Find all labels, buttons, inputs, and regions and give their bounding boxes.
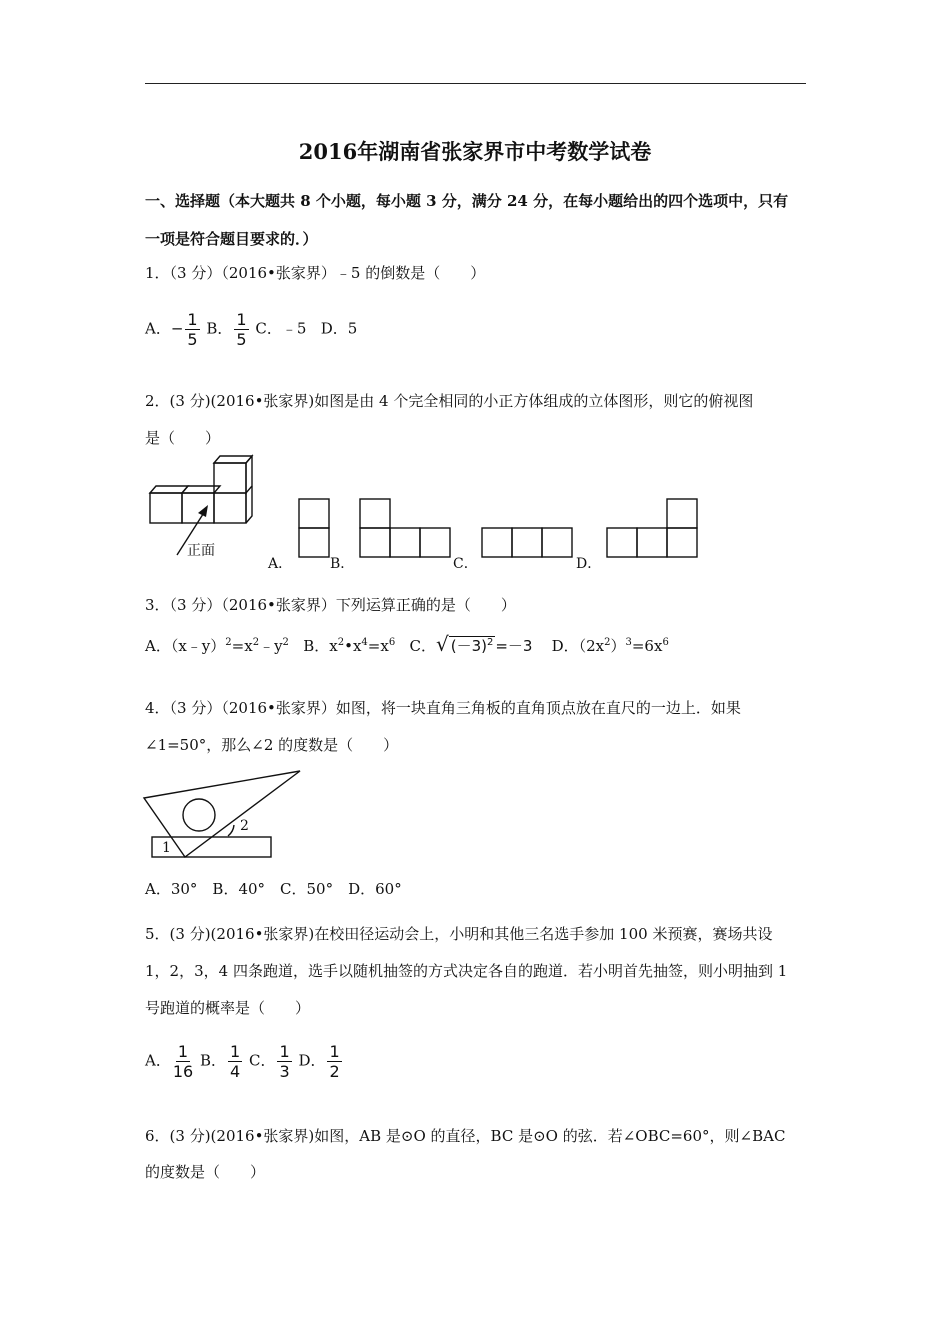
q3-b-exp2: 4: [361, 637, 368, 648]
q5-stem-line2: 1，2，3，4 四条跑道，选手以随机抽签的方式决定各自的跑道．若小明首先抽签，则小明抽到 1: [145, 962, 788, 980]
q3-a-exp3: 2: [282, 637, 289, 648]
q3-d-text: D．（2x: [551, 637, 605, 655]
q5-option-b-fraction: [228, 1042, 242, 1081]
q3-c-radicand: (－3): [450, 637, 487, 655]
q1-option-a-label: A．: [145, 319, 171, 338]
q1-b-denominator: 5: [236, 330, 247, 349]
q6-stem-line1: 6．(3 分)(2016•张家界)如图，AB 是⊙O 的直径，BC 是⊙O 的弦．若∠OBC=60°，则∠BAC: [145, 1127, 786, 1145]
q3-option-b: [303, 637, 395, 655]
q1-option-c: C．﹣5: [255, 319, 307, 338]
q5-option-a-label: A．: [145, 1051, 171, 1070]
q1-option-a-sign: −: [170, 319, 184, 338]
q5-c-denominator: 3: [279, 1062, 290, 1081]
q1-stem: 1．（3 分）（2016•张家界）﹣5 的倒数是（ ）: [145, 264, 486, 282]
q1-option-b-fraction: [234, 310, 248, 349]
q3-c-exp: 2: [486, 637, 494, 648]
q5-c-numerator: 1: [279, 1042, 290, 1061]
q3-d-exp1: 2: [604, 637, 611, 648]
q3-c-tail: =－3: [495, 637, 533, 655]
q3-a-exp2: 2: [252, 637, 260, 648]
q5-option-c-label: C．: [248, 1051, 276, 1070]
q2-option-b-label: B．: [330, 556, 355, 572]
q5-d-denominator: 2: [329, 1062, 340, 1081]
q3-option-d: [552, 637, 669, 655]
page-title: 2016年湖南省张家界市中考数学试卷: [298, 139, 652, 164]
q3-b-exp3: 6: [388, 637, 396, 648]
q2-option-b-figure: [359, 498, 454, 560]
q1-a-denominator: 5: [187, 330, 198, 349]
q4-stem-line2: ∠1=50°，那么∠2 的度数是（ ）: [145, 736, 399, 754]
q3-a-mid: =x: [231, 637, 253, 655]
q3-a-tail: ﹣y: [259, 637, 283, 655]
q5-b-denominator: 4: [230, 1062, 241, 1081]
q3-d-mid: ）: [610, 637, 626, 655]
q3-d-exp2: 3: [625, 637, 632, 648]
q2-option-a-figure: [298, 498, 332, 560]
q6-stem-line2: 的度数是（ ）: [145, 1163, 266, 1181]
q5-option-d-fraction: [327, 1042, 341, 1081]
q3-a-text: A．（x﹣y）: [145, 637, 226, 655]
q3-option-c: [409, 632, 533, 656]
q5-a-denominator: 16: [172, 1062, 194, 1081]
q5-d-numerator: 1: [329, 1042, 340, 1061]
section-heading-line1: 一、选择题（本大题共 8 个小题，每小题 3 分，满分 24 分，在每小题给出的四个选项中，只有: [145, 192, 789, 210]
q2-option-d-label: D．: [576, 556, 602, 572]
q3-a-exp: 2: [225, 637, 232, 648]
q2-stem-line2: 是（ ）: [145, 429, 221, 447]
q3-d-tail: =6x: [631, 637, 663, 655]
q1-b-numerator: 1: [236, 310, 247, 329]
q3-options: [145, 632, 669, 656]
q5-option-c-fraction: [277, 1042, 291, 1081]
q1-option-b-label: B．: [206, 319, 233, 338]
q2-option-a-label: A．: [268, 556, 293, 572]
q5-option-d-label: D．: [298, 1051, 326, 1070]
q5-options: [145, 1042, 344, 1081]
q1-options: [145, 310, 357, 349]
header-rule: [145, 83, 806, 84]
q5-stem-line3: 号跑道的概率是（ ）: [145, 999, 311, 1017]
q4-stem-line1: 4．（3 分）（2016•张家界）如图，将一块直角三角板的直角顶点放在直尺的一边上．如果: [145, 699, 741, 717]
q3-b-mid: •x: [344, 637, 362, 655]
q3-d-exp3: 6: [662, 637, 669, 648]
q1-option-a-fraction: [185, 310, 199, 349]
q2-option-c-figure: [481, 527, 576, 559]
q3-b-exp1: 2: [337, 637, 345, 648]
q2-option-d-figure: [606, 498, 701, 560]
q3-b-mid2: =x: [367, 637, 389, 655]
q5-option-b-label: B．: [199, 1051, 227, 1070]
q4-angle-1-label: 1: [162, 840, 171, 856]
q5-a-numerator: 1: [177, 1042, 189, 1061]
q2-stem-line1: 2．(3 分)(2016•张家界)如图是由 4 个完全相同的小正方体组成的立体图形，则它的俯视图: [145, 392, 754, 410]
q1-option-d: D．5: [320, 319, 358, 338]
q3-stem: 3．（3 分）（2016•张家界）下列运算正确的是（ ）: [145, 596, 516, 614]
q2-option-c-label: C．: [453, 556, 478, 572]
q3-option-a: [145, 637, 289, 655]
q5-stem-line1: 5．(3 分)(2016•张家界)在校田径运动会上，小明和其他三名选手参加 100 米预赛，赛场共设: [145, 925, 773, 943]
q2-front-label: 正面: [187, 543, 215, 559]
q3-c-label: C．: [409, 637, 436, 655]
q1-a-numerator: 1: [187, 310, 198, 329]
section-heading-line2: 一项是符合题目要求的．）: [145, 230, 318, 248]
q5-b-numerator: 1: [230, 1042, 241, 1061]
q3-c-sqrt: √ $(-3)^2 =-3$: [435, 632, 533, 656]
q4-options: A．30° B．40° C．50° D．60°: [145, 880, 402, 898]
q5-option-a-fraction: [173, 1042, 193, 1081]
q4-angle-2-label: 2: [240, 818, 249, 834]
q3-b-text: B．x: [303, 637, 338, 655]
